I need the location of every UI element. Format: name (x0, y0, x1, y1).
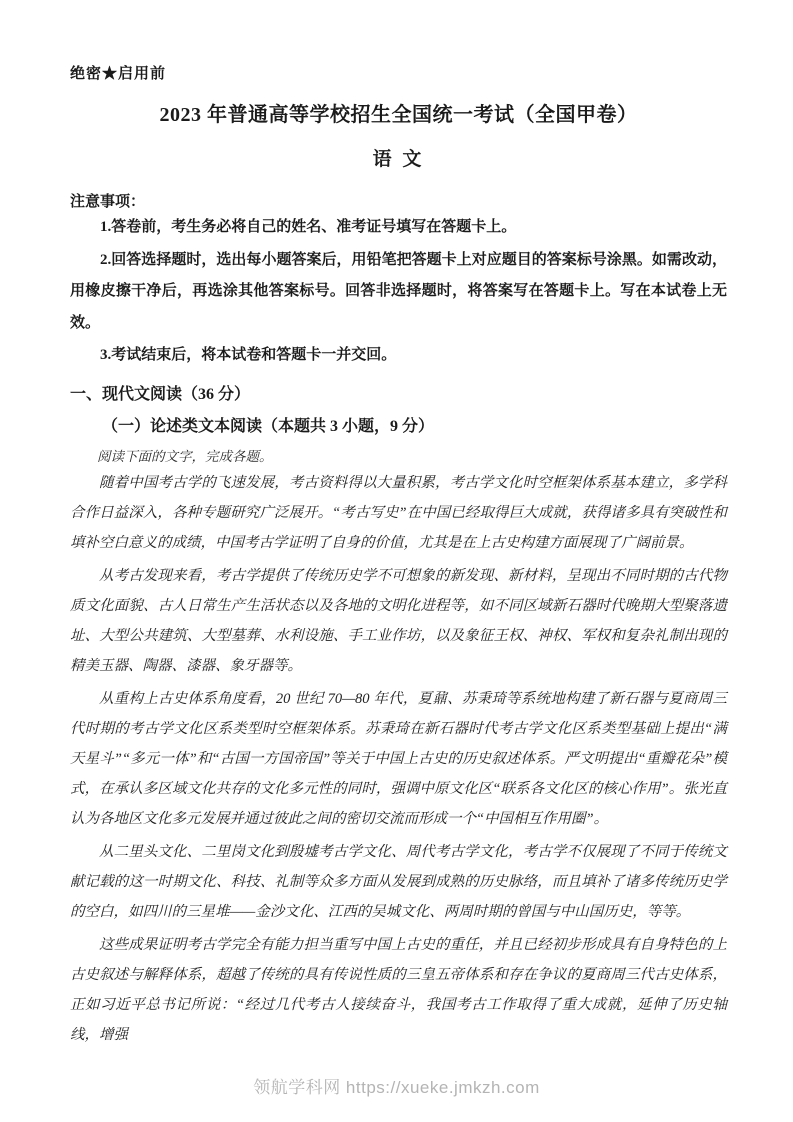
section-heading: 一、现代文阅读（36 分） (70, 385, 251, 403)
notice-item-1: 1.答卷前，考生务必将自己的姓名、准考证号填写在答题卡上。 (100, 219, 517, 235)
watermark-footer: 领航学科网 https://xueke.jmkzh.com (253, 1078, 540, 1097)
subsection-heading: （一）论述类文本阅读（本题共 3 小题，9 分） (102, 417, 435, 435)
reading-instruction: 阅读下面的文字，完成各题。 (97, 448, 273, 464)
security-classification-label: 绝密★启用前 (70, 66, 167, 82)
subject-title: 语 文 (372, 149, 425, 170)
passage-paragraph-5: 这些成果证明考古学完全有能力担当重写中国上古史的重任，并且已经初步形成具有自身特色的上古史叙述与解释体系，超越了传统的具有传说性质的三皇五帝体系和存在争议的夏商周三代古史体系，正如习近平总书记所说：“经过几代考古人接续奋斗，我国考古工作取得了重大成就，延伸了历史轴线，增强 (70, 936, 727, 1043)
reading-passage (70, 468, 727, 1050)
notice-heading: 注意事项： (70, 194, 146, 210)
notice-section (70, 190, 727, 372)
exam-title: 2023 年普通高等学校招生全国统一考试（全国甲卷） (159, 104, 638, 126)
notice-item-2: 2.回答选择题时，选出每小题答案后，用铅笔把答题卡上对应题目的答案标号涂黑。如需改动，用橡皮擦干净后，再选涂其他答案标号。回答非选择题时，将答案写在答题卡上。写在本试卷上无效。 (70, 251, 727, 331)
passage-paragraph-3: 从重构上古史体系角度看，20 世纪 70—80 年代，夏鼐、苏秉琦等系统地构建了新石器与夏商周三代时期的考古学文化区系类型时空框架体系。苏秉琦在新石器时代考古学文化区系类型基础上提出“满天星斗”“多元一体”和“古国一方国帝国”等关于中国上古史的历史叙述体系。严文明提出“重瓣花朵”模式，在承认多区域文化共存的文化多元性的同时，强调中原文化区“联系各文化区的核心作用”。张光直认为各地区文化多元发展并通过彼此之间的密切交流而形成一个“中国相互作用圈”。 (70, 690, 727, 827)
passage-paragraph-4: 从二里头文化、二里岗文化到殷墟考古学文化、周代考古学文化，考古学不仅展现了不同于传统文献记载的这一时期文化、科技、礼制等众多方面从发展到成熟的历史脉络，而且填补了诸多传统历史学的空白，如四川的三星堆——金沙文化、江西的吴城文化、两周时期的曾国与中山国历史，等等。 (70, 843, 727, 920)
passage-paragraph-2: 从考古发现来看，考古学提供了传统历史学不可想象的新发现、新材料，呈现出不同时期的古代物质文化面貌、古人日常生产生活状态以及各地的文明化进程等，如不同区域新石器时代晚期大型聚落遗址、大型公共建筑、大型墓葬、水利设施、手工业作坊，以及象征王权、神权、军权和复杂礼制出现的精美玉器、陶器、漆器、象牙器等。 (70, 567, 727, 674)
passage-paragraph-1: 随着中国考古学的飞速发展，考古资料得以大量积累，考古学文化时空框架体系基本建立，多学科合作日益深入，各种专题研究广泛展开。“考古写史”在中国已经取得巨大成就，获得诸多具有突破性和填补空白意义的成绩，中国考古学证明了自身的价值，尤其是在上古史构建方面展现了广阔前景。 (70, 474, 727, 551)
section-modern-text-reading (70, 381, 727, 1050)
notice-item-3: 3.考试结束后，将本试卷和答题卡一并交回。 (100, 347, 397, 363)
